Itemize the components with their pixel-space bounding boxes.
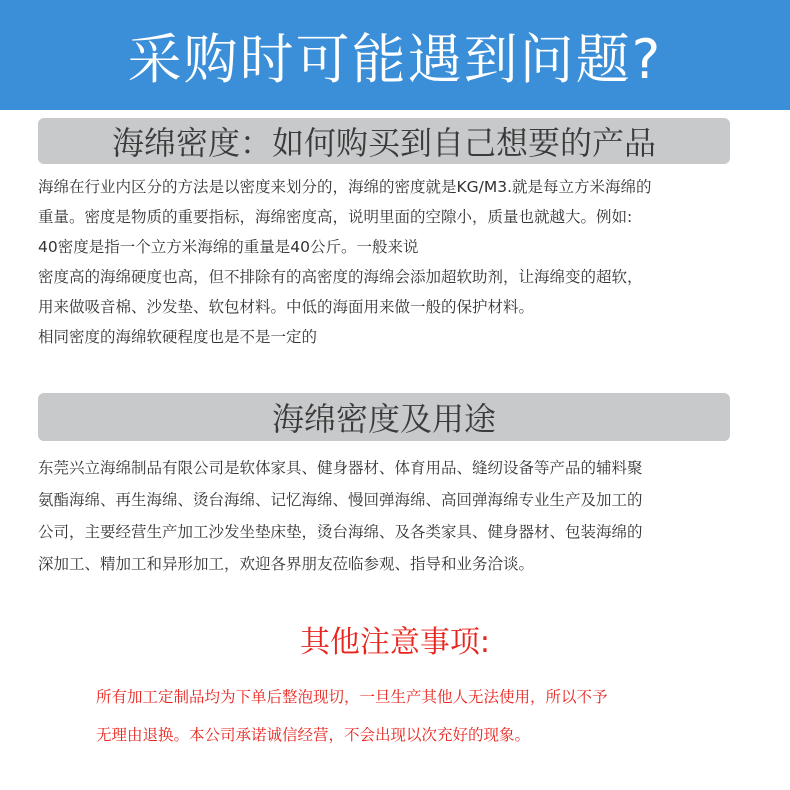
usage-paragraph: [38, 452, 738, 580]
section-heading-usage: 海绵密度及用途: [38, 393, 730, 441]
paragraph-line: 用来做吸音棉、沙发垫、软包材料。中低的海面用来做一般的保护材料。: [38, 298, 535, 316]
section-heading-density: 海绵密度：如何购买到自己想要的产品: [38, 118, 730, 164]
notice-title: 其他注意事项:: [299, 625, 491, 660]
paragraph-line: 海绵在行业内区分的方法是以密度来划分的，海绵的密度就是KG/M3.就是每立方米海绵的: [38, 178, 652, 196]
paragraph-line: 公司，主要经营生产加工沙发坐垫床垫，烫台海绵、及各类家具、健身器材、包装海绵的: [38, 523, 643, 541]
paragraph-line: 氨酯海绵、再生海绵、烫台海绵、记忆海绵、慢回弹海绵、高回弹海绵专业生产及加工的: [38, 491, 643, 509]
density-paragraph: [38, 172, 738, 352]
paragraph-line: 深加工、精加工和异形加工，欢迎各界朋友莅临参观、指导和业务洽谈。: [38, 555, 535, 573]
paragraph-line: 重量。密度是物质的重要指标，海绵密度高，说明里面的空隙小，质量也就越大。例如:: [38, 208, 633, 226]
page-title: 采购时可能遇到问题?: [127, 27, 663, 91]
notice-paragraph: [96, 678, 736, 754]
paragraph-line: 40密度是指一个立方米海绵的重量是40公斤。一般来说: [38, 238, 419, 256]
paragraph-line: 东莞兴立海绵制品有限公司是软体家具、健身器材、体育用品、缝纫设备等产品的辅料聚: [38, 459, 643, 477]
notice-line: 所有加工定制品均为下单后整泡现切，一旦生产其他人无法使用，所以不予: [96, 688, 608, 706]
paragraph-line: 密度高的海绵硬度也高，但不排除有的高密度的海绵会添加超软助剂，让海绵变的超软，: [38, 268, 643, 286]
header-banner: [0, 0, 790, 110]
paragraph-line: 相同密度的海绵软硬程度也是不是一定的: [38, 328, 318, 346]
notice-line: 无理由退换。本公司承诺诚信经营，不会出现以次充好的现象。: [96, 726, 531, 744]
